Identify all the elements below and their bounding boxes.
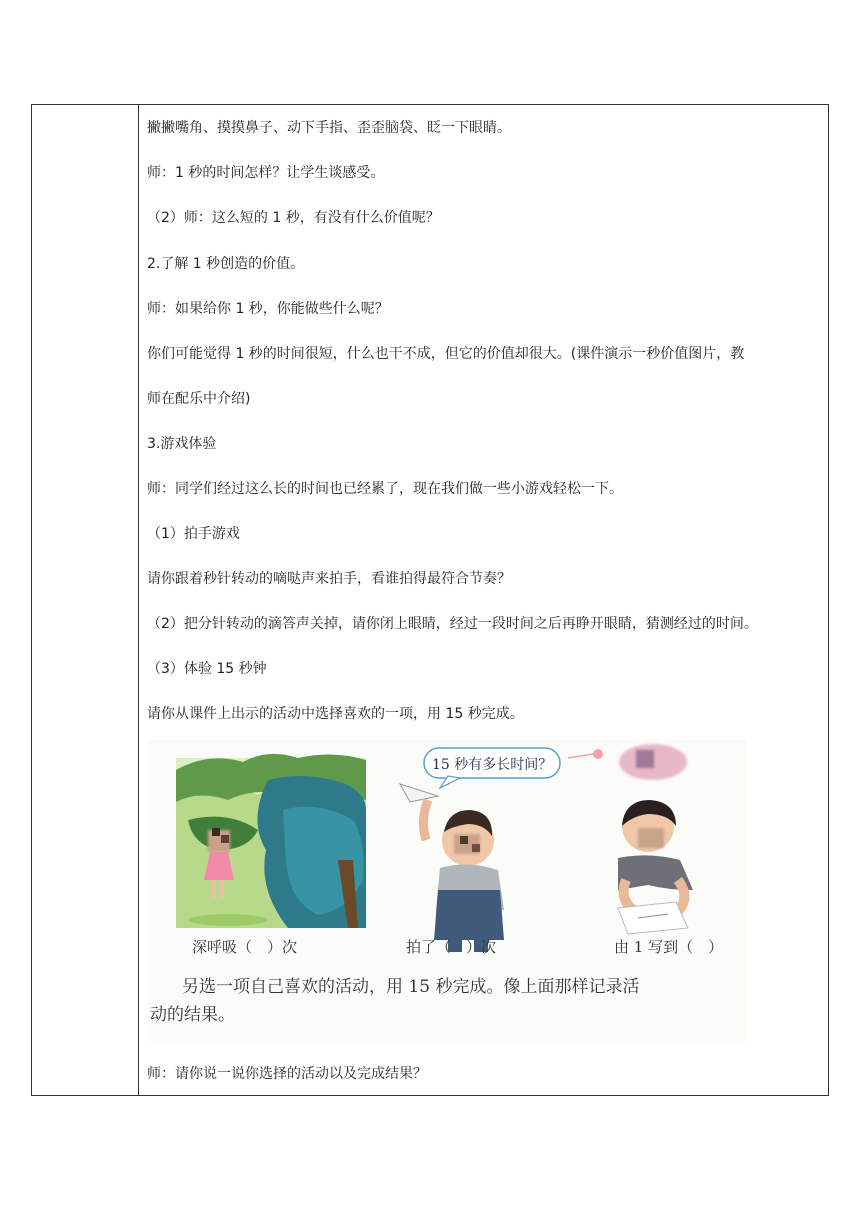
text-line: 你们可能觉得 1 秒的时间很短，什么也干不成，但它的价值却很大。(课件演示一秒价值图片，教	[147, 346, 745, 362]
text-line: 请你跟着秒针转动的嘀哒声来拍手，看谁拍得最符合节奏？	[147, 571, 511, 587]
text-line: 师：1 秒的时间怎样？让学生谈感受。	[147, 165, 385, 181]
instruction-line-1: 另选一项自己喜欢的活动，用 15 秒完成。像上面那样记录活	[182, 977, 640, 997]
text-line: 2.了解 1 秒创造的价值。	[147, 256, 305, 272]
boy-paper-plane	[400, 748, 560, 952]
caption-clap: 拍了（ ）次	[406, 938, 497, 956]
text-line: 师：请你说一说你选择的活动以及完成结果？	[147, 1066, 427, 1082]
caption-deep-breath: 深呼吸（ ）次	[192, 938, 298, 956]
text-line: 师：如果给你 1 秒，你能做些什么呢？	[147, 301, 389, 317]
table-column-divider	[138, 104, 139, 1096]
text-line: 师：同学们经过这么长的时间也已经累了，现在我们做一些小游戏轻松一下。	[147, 481, 623, 497]
text-line: 请你从课件上出示的活动中选择喜欢的一项，用 15 秒完成。	[147, 706, 524, 722]
text-line: 师在配乐中介绍)	[147, 391, 251, 407]
text-line: （2）把分针转动的滴答声关掉，请你闭上眼睛，经过一段时间之后再睁开眼睛，猜测经过的时间。	[147, 616, 758, 632]
text-line: 撇撇嘴角、摸摸鼻子、动下手指、歪歪脑袋、眨一下眼睛。	[147, 120, 511, 136]
speech-bubble-text: 15 秒有多长时间？	[432, 757, 553, 773]
text-line: 3.游戏体验	[147, 436, 217, 452]
boy-writing	[568, 744, 693, 934]
instruction-line-2: 动的结果。	[150, 1005, 235, 1025]
text-line: （3）体验 15 秒钟	[147, 661, 267, 677]
text-line: （2）师：这么短的 1 秒，有没有什么价值呢？	[147, 210, 440, 226]
text-line: （1）拍手游戏	[147, 526, 240, 542]
caption-write: 由 1 写到（ ）	[614, 938, 724, 956]
activity-illustration	[148, 740, 746, 1042]
forest-scene	[176, 754, 366, 928]
